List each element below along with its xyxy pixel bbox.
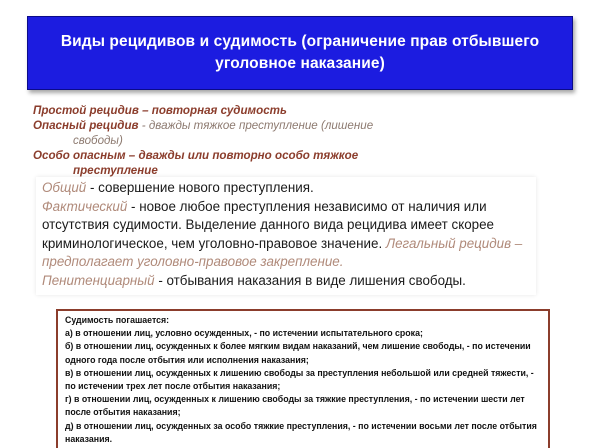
criminal-record-box <box>56 309 550 448</box>
criminal-record-item: г) в отношении лиц, осужденных к лишению свободы за тяжкие преступления, - по истечении шести лет после отбытия наказания; <box>65 394 525 418</box>
actual-term: Фактический <box>42 198 128 214</box>
legal-recidivism-text: Легальный рецидив – предполагает уголовно-правовое закрепление. <box>42 235 523 269</box>
criminal-record-item: в) в отношении лиц, осужденных к лишению свободы за преступления небольшой или средней тяжести, - по истечении трех лет после отбытия наказания; <box>65 367 534 392</box>
criminal-record-item: б) в отношении лиц, осужденных к более мягким видам наказаний, чем лишение свободы, - по истечении одного года после отбытия или исполнения наказания; <box>65 341 531 365</box>
especially-dangerous-recidivism: Особо опасным – дважды или повторно особо тяжкое <box>33 149 359 162</box>
criminal-record-item: а) в отношении лиц, условно осужденных, - по истечении испытательного срока; <box>65 328 423 339</box>
general-definition: - совершение нового преступления. <box>86 180 314 195</box>
actual-definition: - новое любое преступления независимо от наличия или отсутствия судимости. Выделение данного вида рецидива имеет скорее криминологическое, чем уголовно-правовое значение. <box>42 198 494 251</box>
dangerous-recidivism-def-cont: свободы) <box>73 134 123 147</box>
penitentiary-definition: - отбывания наказания в виде лишения свободы. <box>154 272 466 288</box>
recidivism-types <box>33 103 433 178</box>
dangerous-recidivism <box>33 118 433 133</box>
especially-dangerous-recidivism-cont: преступление <box>73 164 158 177</box>
criminal-record-item: д) в отношении лиц, осужденных за особо тяжкие преступления, - по истечении восьми лет после отбытия наказания. <box>65 420 537 444</box>
dangerous-recidivism-def: - дважды тяжкое преступление (лишение <box>141 119 374 132</box>
penitentiary-term: Пенитенциарный <box>42 272 155 288</box>
recidivism-definitions <box>36 177 536 295</box>
title-banner <box>27 16 573 90</box>
simple-recidivism: Простой рецидив – повторная судимость <box>33 104 287 117</box>
general-term: Общий <box>42 180 87 195</box>
page-title: Виды рецидивов и судимость (ограничение прав отбывшего уголовное наказание) <box>60 33 540 72</box>
criminal-record-heading: Судимость погашается: <box>65 315 170 325</box>
dangerous-recidivism-term: Опасный рецидив <box>33 119 139 132</box>
